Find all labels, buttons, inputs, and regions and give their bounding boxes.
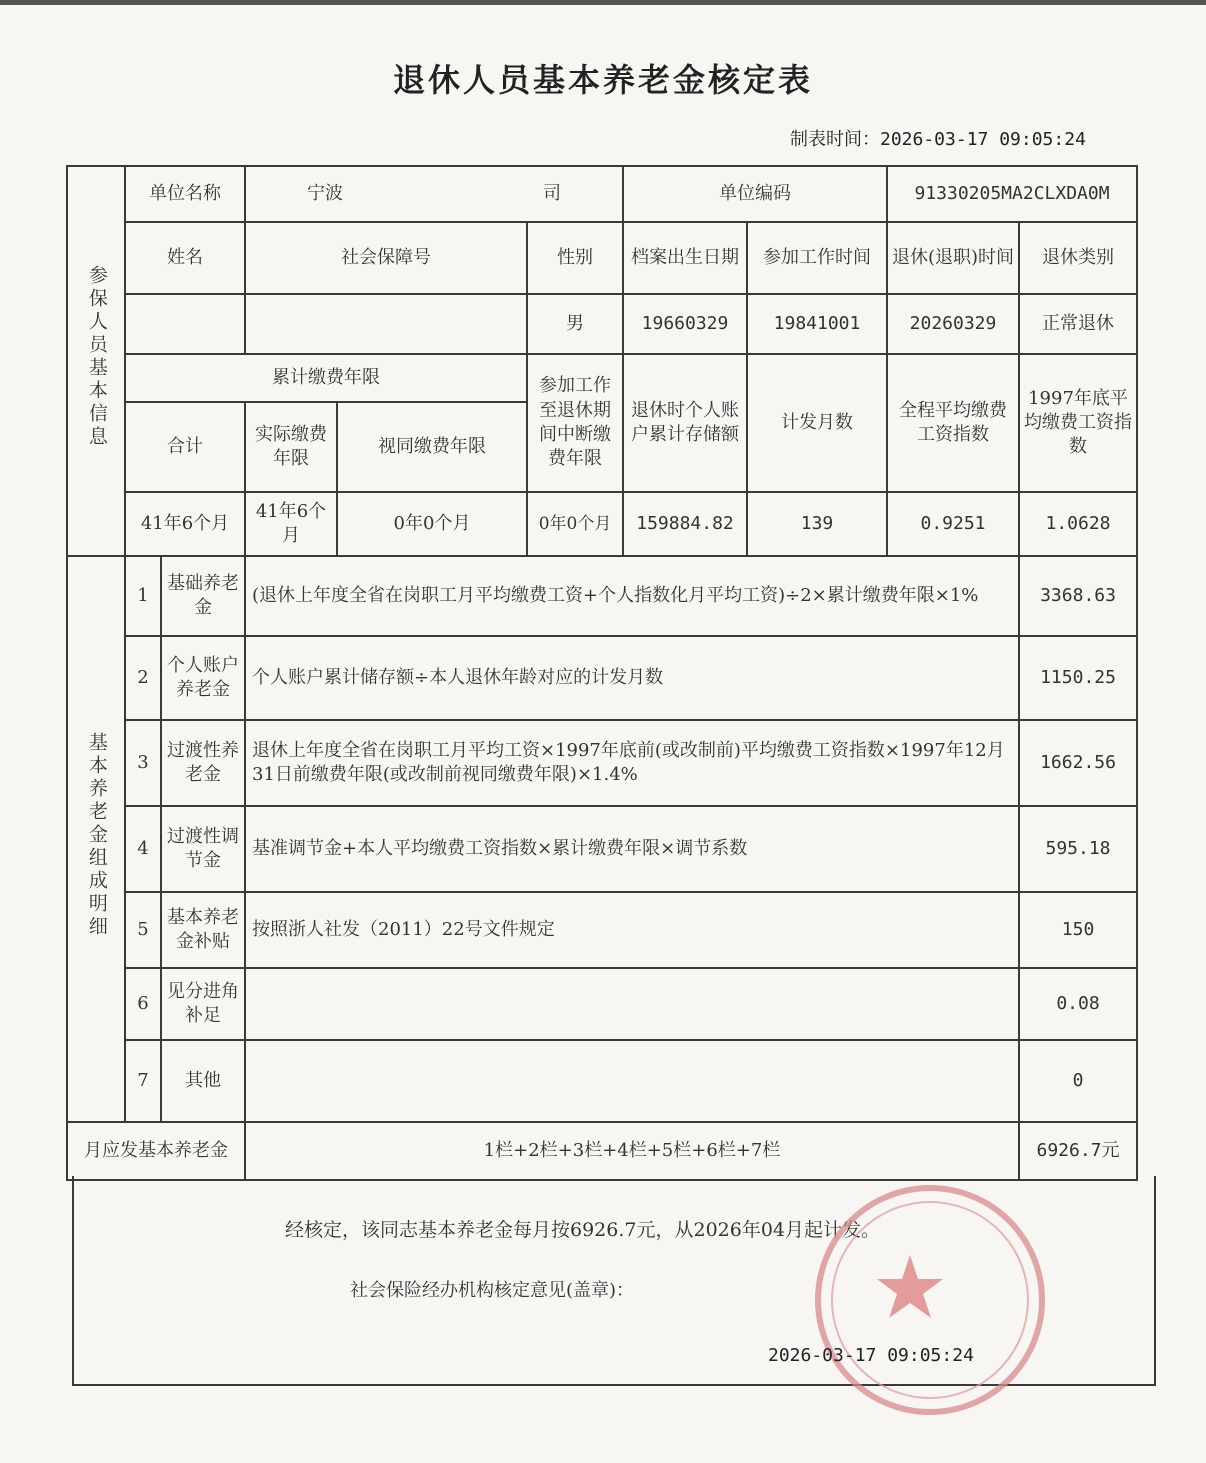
unit-row [67,166,1137,222]
detail-row-formula: 个人账户累计储存额÷本人退休年龄对应的计发月数 [245,636,1019,720]
detail-row-amount: 1662.56 [1019,720,1137,806]
person-retire-type-value: 正常退休 [1019,294,1137,354]
official-stamp [785,1175,1075,1425]
detail-row [67,892,1137,968]
total-amount: 6926.7元 [1019,1122,1137,1180]
confirm-statement: 经核定，该同志基本养老金每月按6926.7元，从2026年04月起计发。 [285,1219,881,1241]
person-retire-time-value: 20260329 [887,294,1019,354]
header-avg-index: 全程平均缴费工资指数 [887,354,1019,492]
unit-name-part-a: 宁波 [307,182,343,204]
header-gap: 参加工作至退休期间中断缴费年限 [527,354,623,492]
detail-row-name: 其他 [161,1040,245,1122]
person-ssn-value [245,294,527,354]
detail-row-formula [245,1040,1019,1122]
value-months: 139 [747,492,887,556]
detail-row-amount: 1150.25 [1019,636,1137,720]
agency-opinion-label: 社会保险经办机构核定意见(盖章)： [350,1280,635,1301]
header-gender: 性别 [527,222,623,294]
total-row [67,1122,1137,1180]
detail-row-name: 基础养老金 [161,556,245,636]
detail-row-number: 7 [125,1040,161,1122]
years-value-row [67,492,1137,556]
value-actual: 41年6个月 [245,492,337,556]
total-formula: 1栏+2栏+3栏+4栏+5栏+6栏+7栏 [245,1122,1019,1180]
unit-name-value [245,166,623,222]
person-work-start-value: 19841001 [747,294,887,354]
years-header-row [67,354,1137,402]
value-account: 159884.82 [623,492,747,556]
header-retire-type: 退休类别 [1019,222,1137,294]
detail-row-amount: 0 [1019,1040,1137,1122]
header-actual: 实际缴费年限 [245,402,337,492]
detail-row-formula: 按照浙人社发（2011）22号文件规定 [245,892,1019,968]
detail-row [67,1040,1137,1122]
detail-row-number: 6 [125,968,161,1040]
detail-row-number: 5 [125,892,161,968]
detail-row-amount: 0.08 [1019,968,1137,1040]
detail-row-amount: 3368.63 [1019,556,1137,636]
header-deemed: 视同缴费年限 [337,402,527,492]
pension-table [66,165,1138,1181]
value-total: 41年6个月 [125,492,245,556]
detail-row [67,806,1137,892]
detail-section-label: 基本养老金组成明细 [67,556,125,1122]
detail-row-amount: 595.18 [1019,806,1137,892]
value-gap: 0年0个月 [527,492,623,556]
detail-row-number: 1 [125,556,161,636]
person-birth-value: 19660329 [623,294,747,354]
detail-row [67,636,1137,720]
detail-row [67,556,1137,636]
unit-code-label: 单位编码 [623,166,887,222]
header-name: 姓名 [125,222,245,294]
unit-code-value: 91330205MA2CLXDA0M [887,166,1137,222]
detail-row-name: 个人账户养老金 [161,636,245,720]
value-avg-index: 0.9251 [887,492,1019,556]
made-time-label: 制表时间： [790,129,880,150]
header-retire-time: 退休(退职)时间 [887,222,1019,294]
detail-row-amount: 150 [1019,892,1137,968]
detail-row-name: 基本养老金补贴 [161,892,245,968]
header-birth: 档案出生日期 [623,222,747,294]
value-1997-index: 1.0628 [1019,492,1137,556]
detail-row-formula [245,968,1019,1040]
detail-row-name: 过渡性调节金 [161,806,245,892]
detail-row-formula: (退休上年度全省在岗职工月平均缴费工资+个人指数化月平均工资)÷2×累计缴费年限×1% [245,556,1019,636]
header-months: 计发月数 [747,354,887,492]
detail-row [67,968,1137,1040]
person-value-row [67,294,1137,354]
person-header-row [67,222,1137,294]
made-time-value: 2026-03-17 09:05:24 [880,129,1086,150]
detail-row-number: 3 [125,720,161,806]
header-work-start: 参加工作时间 [747,222,887,294]
years-header: 累计缴费年限 [125,354,527,402]
detail-row [67,720,1137,806]
header-ssn: 社会保障号 [245,222,527,294]
unit-name-part-b: 司 [543,182,561,204]
document-paper [0,5,1206,1463]
detail-row-number: 2 [125,636,161,720]
header-1997-index: 1997年底平均缴费工资指数 [1019,354,1137,492]
made-time-line [790,125,1086,151]
person-gender-value: 男 [527,294,623,354]
detail-row-formula: 退休上年度全省在岗职工月平均工资×1997年底前(或改制前)平均缴费工资指数×1997年12月31日前缴费年限(或改制前视同缴费年限)×1.4% [245,720,1019,806]
person-name-value [125,294,245,354]
sign-time: 2026-03-17 09:05:24 [768,1345,974,1366]
detail-row-number: 4 [125,806,161,892]
total-label: 月应发基本养老金 [67,1122,245,1180]
unit-name-label: 单位名称 [125,166,245,222]
header-account: 退休时个人账户累计存储额 [623,354,747,492]
detail-row-name: 过渡性养老金 [161,720,245,806]
header-total: 合计 [125,402,245,492]
basic-section-label: 参保人员基本信息 [67,166,125,556]
value-deemed: 0年0个月 [337,492,527,556]
detail-row-formula: 基准调节金+本人平均缴费工资指数×累计缴费年限×调节系数 [245,806,1019,892]
document-title: 退休人员基本养老金核定表 [392,61,813,99]
detail-row-name: 见分进角补足 [161,968,245,1040]
